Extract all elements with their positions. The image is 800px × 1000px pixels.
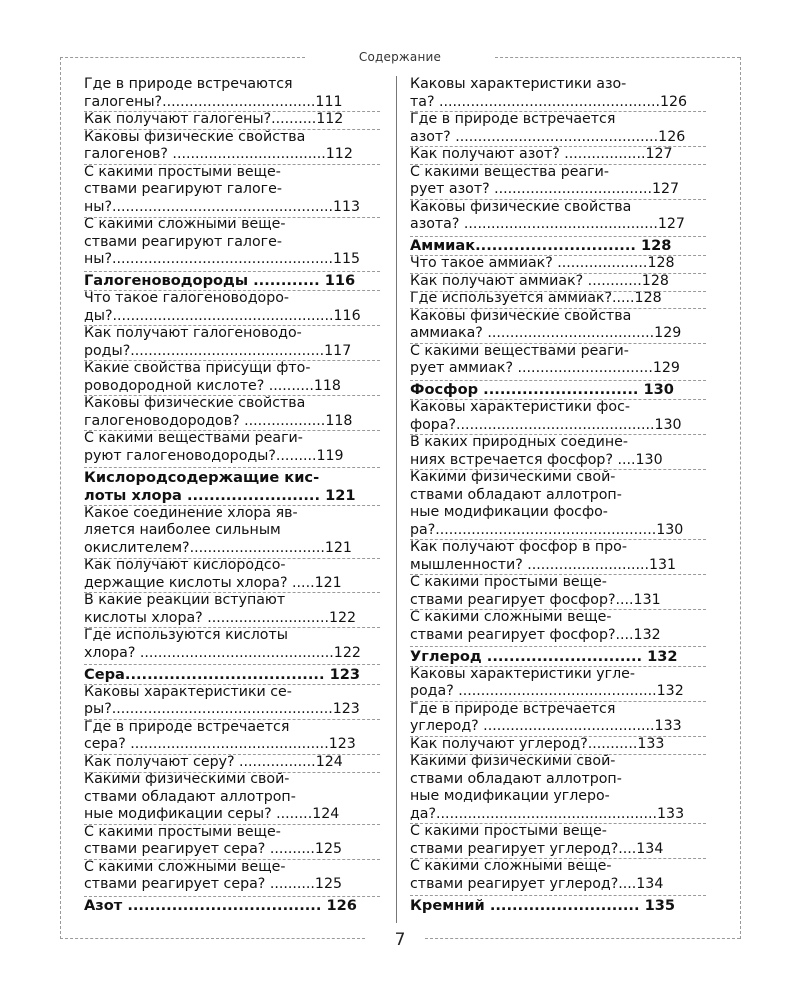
toc-entry: Каковы физические свойства галогеноводородов? ..................118 [84, 395, 353, 429]
entry-separator [84, 824, 380, 825]
toc-entry: Каковы характеристики фос- фора?............................................130 [410, 399, 682, 433]
toc-entry: Где используются кислоты хлора? ...........................................122 [84, 627, 361, 661]
toc-entry: С какими веществами реаги- руют галогеноводороды?.........119 [84, 430, 344, 464]
entry-separator [84, 217, 380, 218]
entry-separator [410, 539, 706, 540]
entry-separator [410, 273, 706, 274]
toc-left-column [84, 76, 380, 915]
toc-entry: Какими физическими свой- ствами обладают аллотроп- ные модификации фосфо- ра?.................................................130 [410, 469, 684, 538]
toc-section-heading: Галогеноводороды ............ 116 [84, 272, 356, 289]
toc-entry: Как получают галогены?..........112 [84, 111, 344, 127]
entry-separator [84, 290, 380, 291]
toc-entry: Какими физическими свой- ствами обладают аллотроп- ные модификации углеро- да?.................................................133 [410, 753, 685, 822]
toc-entry: Где в природе встречается углерод? ......................................133 [410, 700, 682, 734]
toc-entry: С какими простыми веще- ствами реагирует сера? ..........125 [84, 823, 343, 857]
entry-separator [410, 164, 706, 165]
toc-entry: Каковы физические свойства азота? ...........................................127 [410, 198, 685, 232]
toc-entry: Какое соединение хлора яв- ляется наиболее сильным окислителем?..............................121 [84, 504, 352, 556]
toc-entry: С какими сложными веще- ствами реагирует фосфор?....132 [410, 609, 661, 643]
toc-entry: Как получают аммиак? ............128 [410, 272, 669, 289]
toc-entry: С какими сложными веще- ствами реагирует углерод?....134 [410, 858, 664, 892]
entry-separator [410, 236, 706, 237]
toc-entry: Что такое аммиак? ....................128 [410, 255, 675, 271]
toc-entry: Как получают азот? ..................127 [410, 146, 673, 162]
toc-section-heading: Сера.................................... 123 [84, 665, 361, 683]
entry-separator [84, 271, 380, 272]
toc-entry: С какими вещества реаги- рует азот? ...................................127 [410, 163, 680, 197]
toc-section-heading: Азот ................................... 126 [84, 897, 357, 914]
toc-entry: Как получают фосфор в про- мышленности? ...........................131 [410, 539, 677, 573]
entry-separator [410, 646, 706, 647]
toc-entry: Каковы физические свойства галогенов? ..................................112 [84, 128, 353, 162]
toc-entry: С какими простыми веще- ствами реагирует углерод?....134 [410, 823, 664, 857]
entry-separator [84, 395, 380, 396]
entry-separator [410, 308, 706, 309]
entry-separator [410, 895, 706, 896]
entry-separator [410, 574, 706, 575]
entry-separator [410, 199, 706, 200]
entry-separator [84, 664, 380, 665]
entry-separator [84, 754, 380, 755]
frame-left-edge [60, 57, 61, 939]
toc-entry: В каких природных соедине- ниях встречается фосфор? ....130 [410, 434, 663, 468]
toc-section-heading: Аммиак............................. 128 [410, 237, 672, 254]
entry-separator [84, 627, 380, 628]
toc-entry: С какими простыми веще- ствами реагируют галоге- ны?.................................................113 [84, 163, 361, 215]
entry-separator [410, 291, 706, 292]
toc-entry: Каковы физические свойства аммиака? .....................................129 [410, 307, 682, 341]
toc-entry: Какими физическими свой- ствами обладают аллотроп- ные модификации серы? ........124 [84, 771, 340, 822]
entry-separator [84, 360, 380, 361]
entry-separator [410, 111, 706, 112]
entry-separator [410, 701, 706, 702]
entry-separator [410, 666, 706, 667]
entry-separator [410, 736, 706, 737]
toc-entry: С какими сложными веще- ствами реагирует сера? ..........125 [84, 858, 343, 892]
entry-separator [84, 896, 380, 897]
entry-separator [410, 858, 706, 859]
entry-separator [84, 772, 380, 773]
entry-separator [84, 859, 380, 860]
entry-separator [84, 505, 380, 506]
toc-section-heading: Кремний ........................... 135 [410, 896, 676, 914]
toc-entry: В какие реакции вступают кислоты хлора? ...........................122 [84, 592, 357, 626]
entry-separator [410, 823, 706, 824]
entry-separator [84, 719, 380, 720]
entry-separator [410, 380, 706, 381]
page-number: 7 [394, 930, 406, 950]
entry-separator [84, 592, 380, 593]
entry-separator [410, 399, 706, 400]
toc-section-heading: Кислородсодержащие кис- лоты хлора ........................ 121 [84, 468, 356, 504]
toc-entry: Где в природе встречаются галогены?..................................111 [84, 76, 343, 110]
toc-entry: Каковы характеристики угле- рода? ............................................132 [410, 665, 684, 699]
toc-entry: Как получают углерод?...........133 [410, 735, 665, 752]
entry-separator [84, 467, 380, 468]
entry-separator [84, 164, 380, 165]
toc-entry: С какими сложными веще- ствами реагируют галоге- ны?.................................................115 [84, 216, 361, 267]
toc-entry: Что такое галогеноводоро- ды?.................................................116 [84, 290, 361, 324]
entry-separator [410, 343, 706, 344]
toc-entry: Как получают серу? .................124 [84, 753, 343, 770]
toc-entry: Как получают кислородсо- держащие кислоты хлора? .....121 [84, 557, 342, 591]
toc-entry: Как получают галогеноводо- роды?...........................................117 [84, 325, 352, 359]
entry-separator [84, 129, 380, 130]
page-header-title: Содержание [358, 50, 442, 64]
toc-entry: Каковы характеристики азо- та? .................................................126 [410, 76, 688, 110]
toc-entry: Где используется аммиак?.....128 [410, 290, 662, 306]
entry-separator [410, 469, 706, 470]
entry-separator [84, 558, 380, 559]
toc-section-heading: Фосфор ............................ 130 [410, 381, 674, 398]
toc-section-heading: Углерод ............................ 132 [410, 647, 678, 665]
toc-entry: С какими веществами реаги- рует аммиак? ..............................129 [410, 342, 680, 376]
toc-right-column [410, 76, 706, 915]
entry-separator [410, 434, 706, 435]
entry-separator [84, 111, 380, 112]
entry-separator [410, 146, 706, 147]
frame-right-edge [740, 57, 741, 939]
column-divider [396, 76, 397, 923]
toc-entry: Где в природе встречается азот? .............................................126 [410, 111, 686, 145]
entry-separator [410, 754, 706, 755]
toc-entry: С какими простыми веще- ствами реагирует фосфор?....131 [410, 574, 661, 608]
toc-entry: Какие свойства присущи фто- роводородной кислоте? ..........118 [84, 360, 341, 394]
entry-separator [410, 609, 706, 610]
entry-separator [410, 255, 706, 256]
toc-entry: Каковы характеристики се- ры?.................................................123 [84, 683, 360, 717]
entry-separator [84, 684, 380, 685]
entry-separator [84, 325, 380, 326]
entry-separator [84, 430, 380, 431]
toc-entry: Где в природе встречается сера? ............................................123 [84, 718, 356, 752]
